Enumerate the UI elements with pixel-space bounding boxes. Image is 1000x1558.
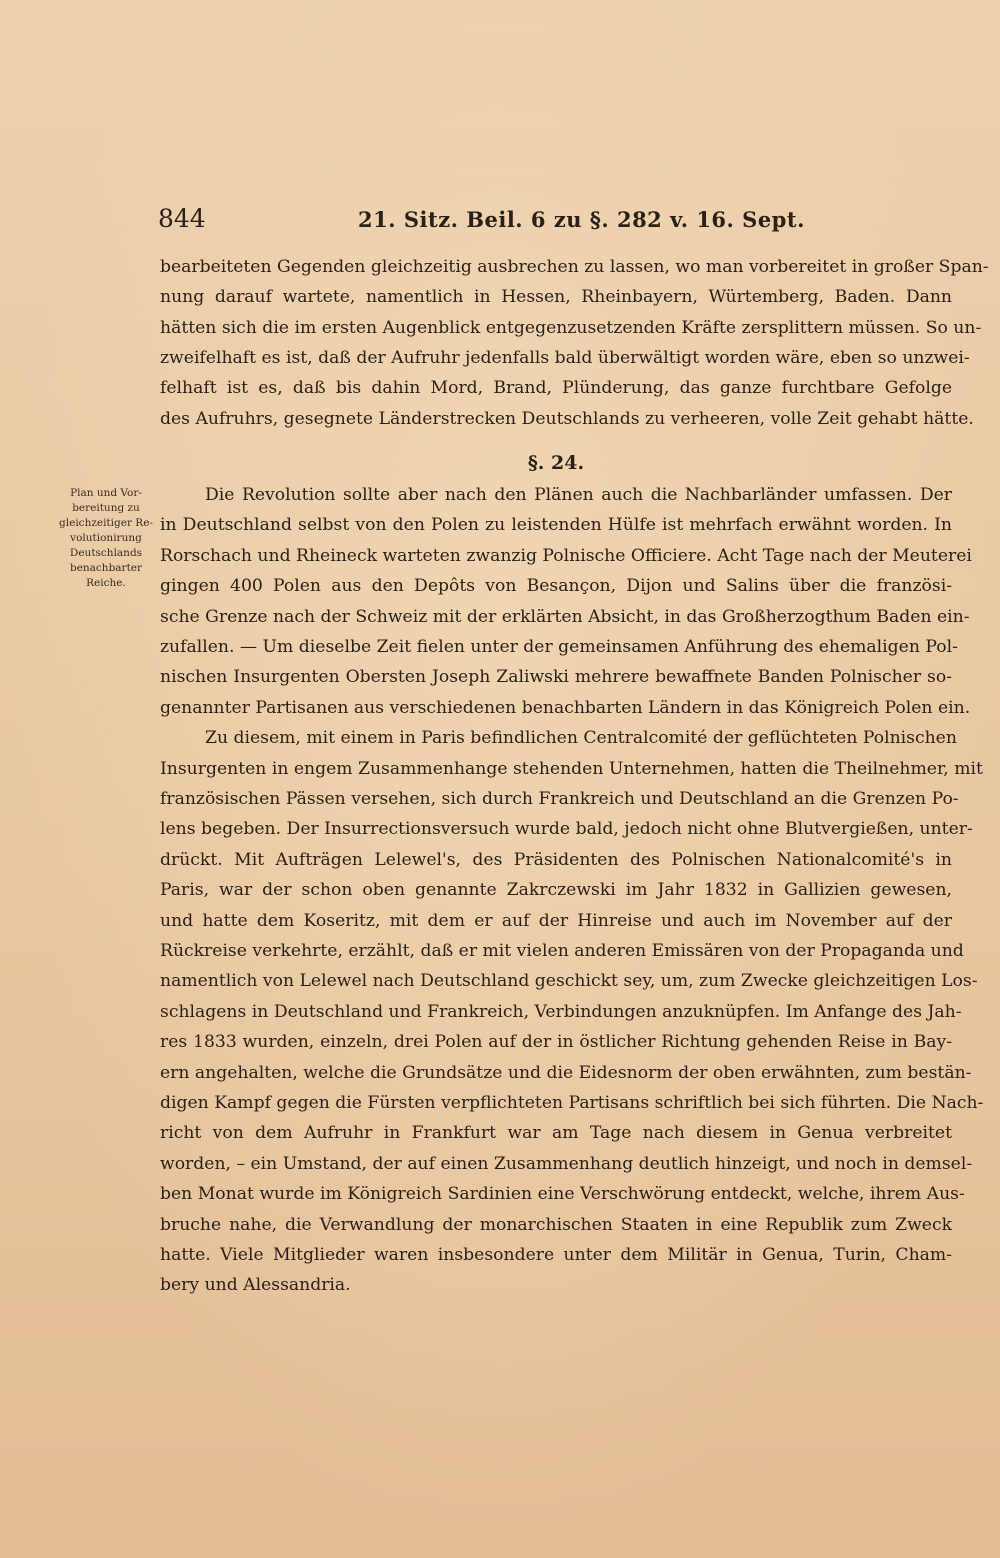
text-line: namentlich von Lelewel nach Deutschland geschickt sey, um, zum Zwecke gleichzeitigen Los- (160, 971, 978, 992)
text-line: res 1833 wurden, einzeln, drei Polen auf der in östlicher Richtung gehenden Reise in Bay- (160, 1032, 952, 1053)
text-line: digen Kampf gegen die Fürsten verpflichteten Partisans schriftlich bei sich führten. Die Nach- (160, 1093, 984, 1113)
text-line: nung darauf wartete, namentlich in Hessen, Rheinbayern, Würtemberg, Baden. Dann (160, 287, 952, 308)
text-line: Zu diesem, mit einem in Paris befindlichen Centralcomité der geflüchteten Polnischen (205, 728, 957, 749)
text-line: des Aufruhrs, gesegnete Länderstrecken Deutschlands zu verheeren, volle Zeit gehabt hätte. (160, 408, 974, 429)
text-line: zufallen. — Um dieselbe Zeit fielen unter der gemeinsamen Anführung des ehemaligen Pol- (160, 637, 958, 657)
text-line: genannter Partisanen aus verschiedenen benachbarten Ländern in das Königreich Polen ein. (160, 697, 971, 718)
text-line: gingen 400 Polen aus den Depôts von Besançon, Dijon und Salins über die französi- (160, 576, 952, 597)
text-line: lens begeben. Der Insurrectionsversuch wurde bald, jedoch nicht ohne Blutvergießen, unter- (160, 819, 973, 840)
text-line: felhaft ist es, daß bis dahin Mord, Brand, Plünderung, das ganze furchtbare Gefolge (160, 378, 952, 399)
running-head: 21. Sitz. Beil. 6 zu §. 282 v. 16. Sept. (358, 207, 805, 232)
text-line: ern angehalten, welche die Grundsätze und die Eidesnorm der oben erwähnten, zum bestän- (160, 1062, 972, 1083)
text-line: und hatte dem Koseritz, mit dem er auf der Hinreise und auch im November auf der (160, 910, 952, 931)
text-line: Paris, war der schon oben genannte Zakrczewski im Jahr 1832 in Gallizien gewesen, (160, 880, 952, 901)
text-line: bruche nahe, die Verwandlung der monarchischen Staaten in eine Republik zum Zweck (160, 1214, 952, 1235)
text-line: richt von dem Aufruhr in Frankfurt war am Tage nach diesem in Genua verbreitet (160, 1123, 952, 1144)
text-line: hatte. Viele Mitglieder waren insbesondere unter dem Militär in Genua, Turin, Cham- (160, 1245, 952, 1265)
text-line: hätten sich die im ersten Augenblick entgegenzusetzenden Kräfte zersplittern müssen. So un- (160, 317, 982, 338)
text-line: französischen Pässen versehen, sich durch Frankreich und Deutschland an die Grenzen Po- (160, 789, 959, 809)
marginal-note (52, 486, 160, 591)
text-line: nischen Insurgenten Obersten Joseph Zaliwski mehrere bewaffnete Banden Polnischer so- (160, 667, 952, 688)
marginal-note-line: volutionirung (70, 532, 142, 544)
text-line: Rückreise verkehrte, erzählt, daß er mit vielen anderen Emissären von der Propaganda und (160, 941, 964, 961)
text-line: sche Grenze nach der Schweiz mit der erklärten Absicht, in das Großherzogthum Baden ein- (160, 606, 970, 627)
section-title: §. 24. (527, 452, 585, 474)
text-line: Insurgenten in engem Zusammenhange stehenden Unternehmen, hatten die Theilnehmer, mit (160, 758, 983, 779)
page-number: 844 (158, 204, 206, 233)
page-header (158, 204, 848, 234)
marginal-note-line: gleichzeitiger Re- (59, 517, 153, 529)
text-line: bery und Alessandria. (160, 1275, 351, 1296)
marginal-note-line: Reiche. (86, 577, 126, 589)
text-line: in Deutschland selbst von den Polen zu leistenden Hülfe ist mehrfach erwähnt worden. In (160, 515, 952, 536)
text-line: zweifelhaft es ist, daß der Aufruhr jedenfalls bald überwältigt worden wäre, eben so unzwei- (160, 347, 970, 368)
marginal-note-line: Plan und Vor- (70, 487, 142, 499)
text-line: drückt. Mit Aufträgen Lelewel's, des Präsidenten des Polnischen Nationalcomité's in (160, 849, 952, 870)
text-line: worden, – ein Umstand, der auf einen Zusammenhang deutlich hinzeigt, und noch in demsel- (160, 1153, 973, 1174)
text-line: Die Revolution sollte aber nach den Plänen auch die Nachbarländer umfassen. Der (205, 485, 952, 505)
text-line: schlagens in Deutschland und Frankreich, Verbindungen anzuknüpfen. Im Anfange des Jah- (160, 1001, 962, 1022)
marginal-note-line: benachbarter (69, 562, 143, 574)
text-line: bearbeiteten Gegenden gleichzeitig ausbrechen zu lassen, wo man vorbereitet in großer Span- (160, 257, 989, 277)
text-line: Rorschach und Rheineck warteten zwanzig Polnische Officiere. Acht Tage nach der Meuterei (160, 545, 972, 566)
text-line: ben Monat wurde im Königreich Sardinien eine Verschwörung entdeckt, welche, ihrem Aus- (160, 1184, 965, 1205)
marginal-note-line: bereitung zu (72, 502, 140, 514)
marginal-note-line: Deutschlands (69, 547, 143, 559)
